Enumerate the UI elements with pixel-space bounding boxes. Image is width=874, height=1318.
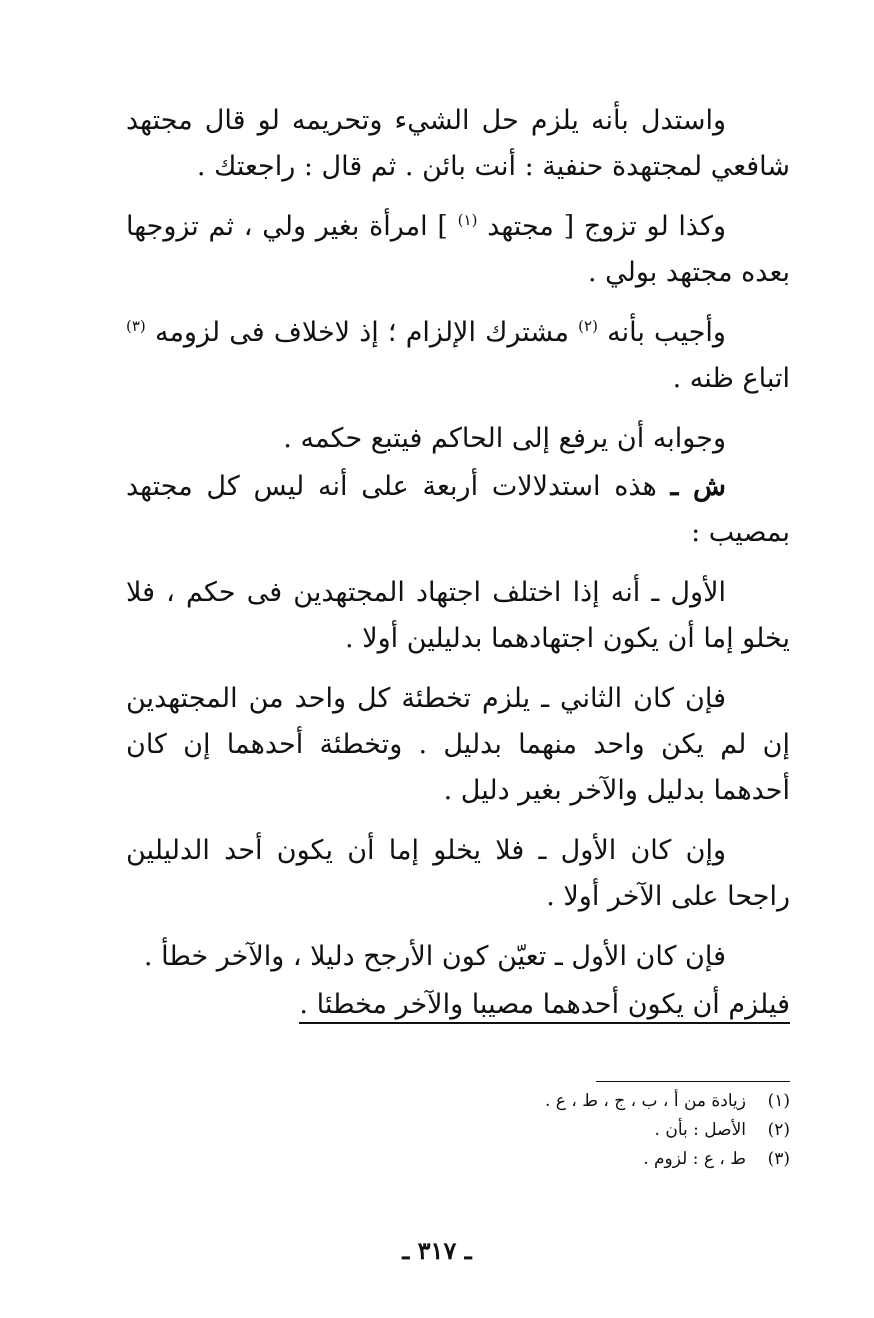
text-segment: وكذا لو تزوج [ مجتهد: [487, 211, 726, 242]
footnote-item: [450, 1116, 790, 1145]
footnote-number: (٢): [767, 1120, 790, 1140]
paragraph-9: فإن كان الأول ـ تعيّن كون الأرجح دليلا ، والآخر خطأ .: [143, 941, 726, 972]
footnote-divider: [596, 1081, 790, 1082]
text-segment: وأجيب بأنه: [607, 317, 726, 348]
paragraph-6: الأول ـ أنه إذا اختلف اجتهاد المجتهدين فى حكم ، فلا يخلو إما أن يكون اجتهادهما بدليلين أولا .: [126, 577, 790, 654]
footnote-text: زيادة من أ ، ب ، ج ، ط ، ع .: [544, 1091, 746, 1111]
paragraph-3: [126, 310, 790, 402]
paragraph-5: [126, 464, 790, 556]
footnote-ref-2[interactable]: (٢): [578, 317, 598, 335]
paragraph-7: فإن كان الثاني ـ يلزم تخطئة كل واحد من المجتهدين إن لم يكن واحد منهما بدليل . وتخطئة أحدهما إن كان أحدهما بدليل والآخر بغير دليل .: [126, 683, 790, 806]
text-segment: هذه استدلالات أربعة على أنه ليس كل مجتهد بمصيب :: [126, 471, 790, 548]
paragraph-4: وجوابه أن يرفع إلى الحاكم فيتبع حكمه .: [283, 423, 726, 454]
footnote-item: [450, 1145, 790, 1174]
footnote-text: ط ، ع : لزوم .: [643, 1149, 746, 1169]
footnote-number: (٣): [767, 1149, 790, 1169]
paragraph-1: واستدل بأنه يلزم حل الشيء وتحريمه لو قال مجتهد شافعي لمجتهدة حنفية : أنت بائن . ثم قال : راجعتك .: [126, 105, 790, 182]
text-segment: اتباع ظنه .: [672, 363, 790, 394]
footnote-text: الأصل : بأن .: [654, 1120, 746, 1140]
footnote-ref-3[interactable]: (٣): [126, 317, 146, 335]
underlined-text: فيلزم أن يكون أحدهما مصيبا والآخر مخطئا .: [299, 989, 790, 1024]
commentary-marker: ش ـ: [670, 471, 726, 502]
footnote-number: (١): [767, 1091, 790, 1111]
paragraph-10: [126, 982, 790, 1028]
text-segment: مشترك الإلزام ؛ إذ لاخلاف فى لزومه: [154, 317, 569, 348]
footnote-ref-1[interactable]: (١): [457, 211, 478, 229]
page-number: ـ ٣١٧ ـ: [402, 1236, 472, 1265]
footnote-item: [450, 1087, 790, 1116]
main-text: [126, 98, 790, 1042]
paragraph-2: [126, 204, 790, 296]
footnotes: [450, 1087, 790, 1174]
text-segment: ] امرأة بغير ولي ، ثم تزوجها بعده مجتهد بولي .: [126, 211, 790, 288]
paragraph-8: وإن كان الأول ـ فلا يخلو إما أن يكون أحد الدليلين راجحا على الآخر أولا .: [126, 835, 790, 912]
